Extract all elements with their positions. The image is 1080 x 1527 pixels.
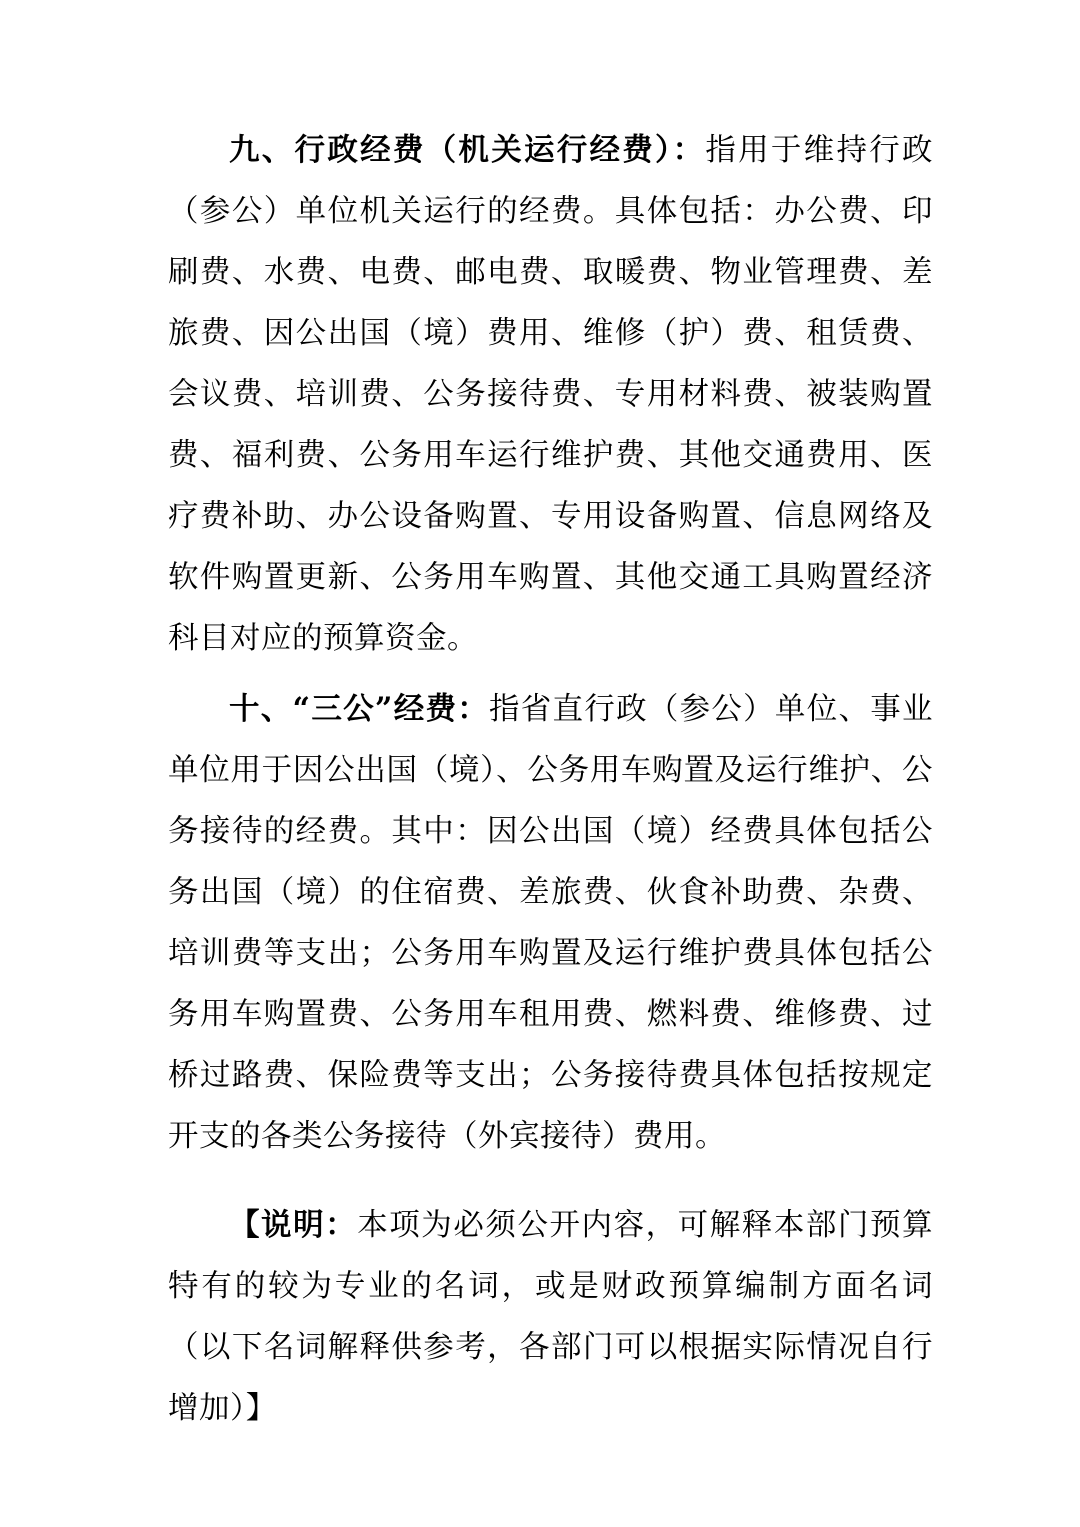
paragraph-lead-item-nine: 九、行政经费（机关运行经费）：	[229, 132, 706, 168]
paragraph-text-item-ten: 指省直行政（参公）单位、事业单位用于因公出国（境）、公务用车购置及运行维护、公务接待的经费。其中：因公出国（境）经费具体包括公务出国（境）的住宿费、差旅费、伙食补助费、杂费、培训费等支出；公务用车购置及运行维护费具体包括公务用车购置费、公务用车租用费、燃料费、维修费、过桥过路费、保险费等支出；公务接待费具体包括按规定开支的各类公务接待（外宾接待）费用。	[168, 692, 934, 1154]
paragraph-lead-note: 【说明：	[229, 1207, 358, 1243]
document-body	[168, 120, 933, 1439]
paragraph-item-ten	[168, 679, 933, 1167]
paragraph-text-item-nine: 指用于维持行政（参公）单位机关运行的经费。具体包括：办公费、印刷费、水费、电费、邮电费、取暖费、物业管理费、差旅费、因公出国（境）费用、维修（护）费、租赁费、会议费、培训费、公务接待费、专用材料费、被装购置费、福利费、公务用车运行维护费、其他交通费用、医疗费补助、办公设备购置、专用设备购置、信息网络及软件购置更新、公务用车购置、其他交通工具购置经济科目对应的预算资金。	[168, 133, 934, 656]
paragraph-note	[168, 1195, 933, 1439]
paragraph-lead-item-ten: 十、“三公”经费：	[229, 691, 490, 727]
paragraph-item-nine	[168, 120, 933, 669]
paragraph-text-note: 本项为必须公开内容，可解释本部门预算特有的较为专业的名词，或是财政预算编制方面名词（以下名词解释供参考，各部门可以根据实际情况自行增加）】	[168, 1208, 934, 1426]
